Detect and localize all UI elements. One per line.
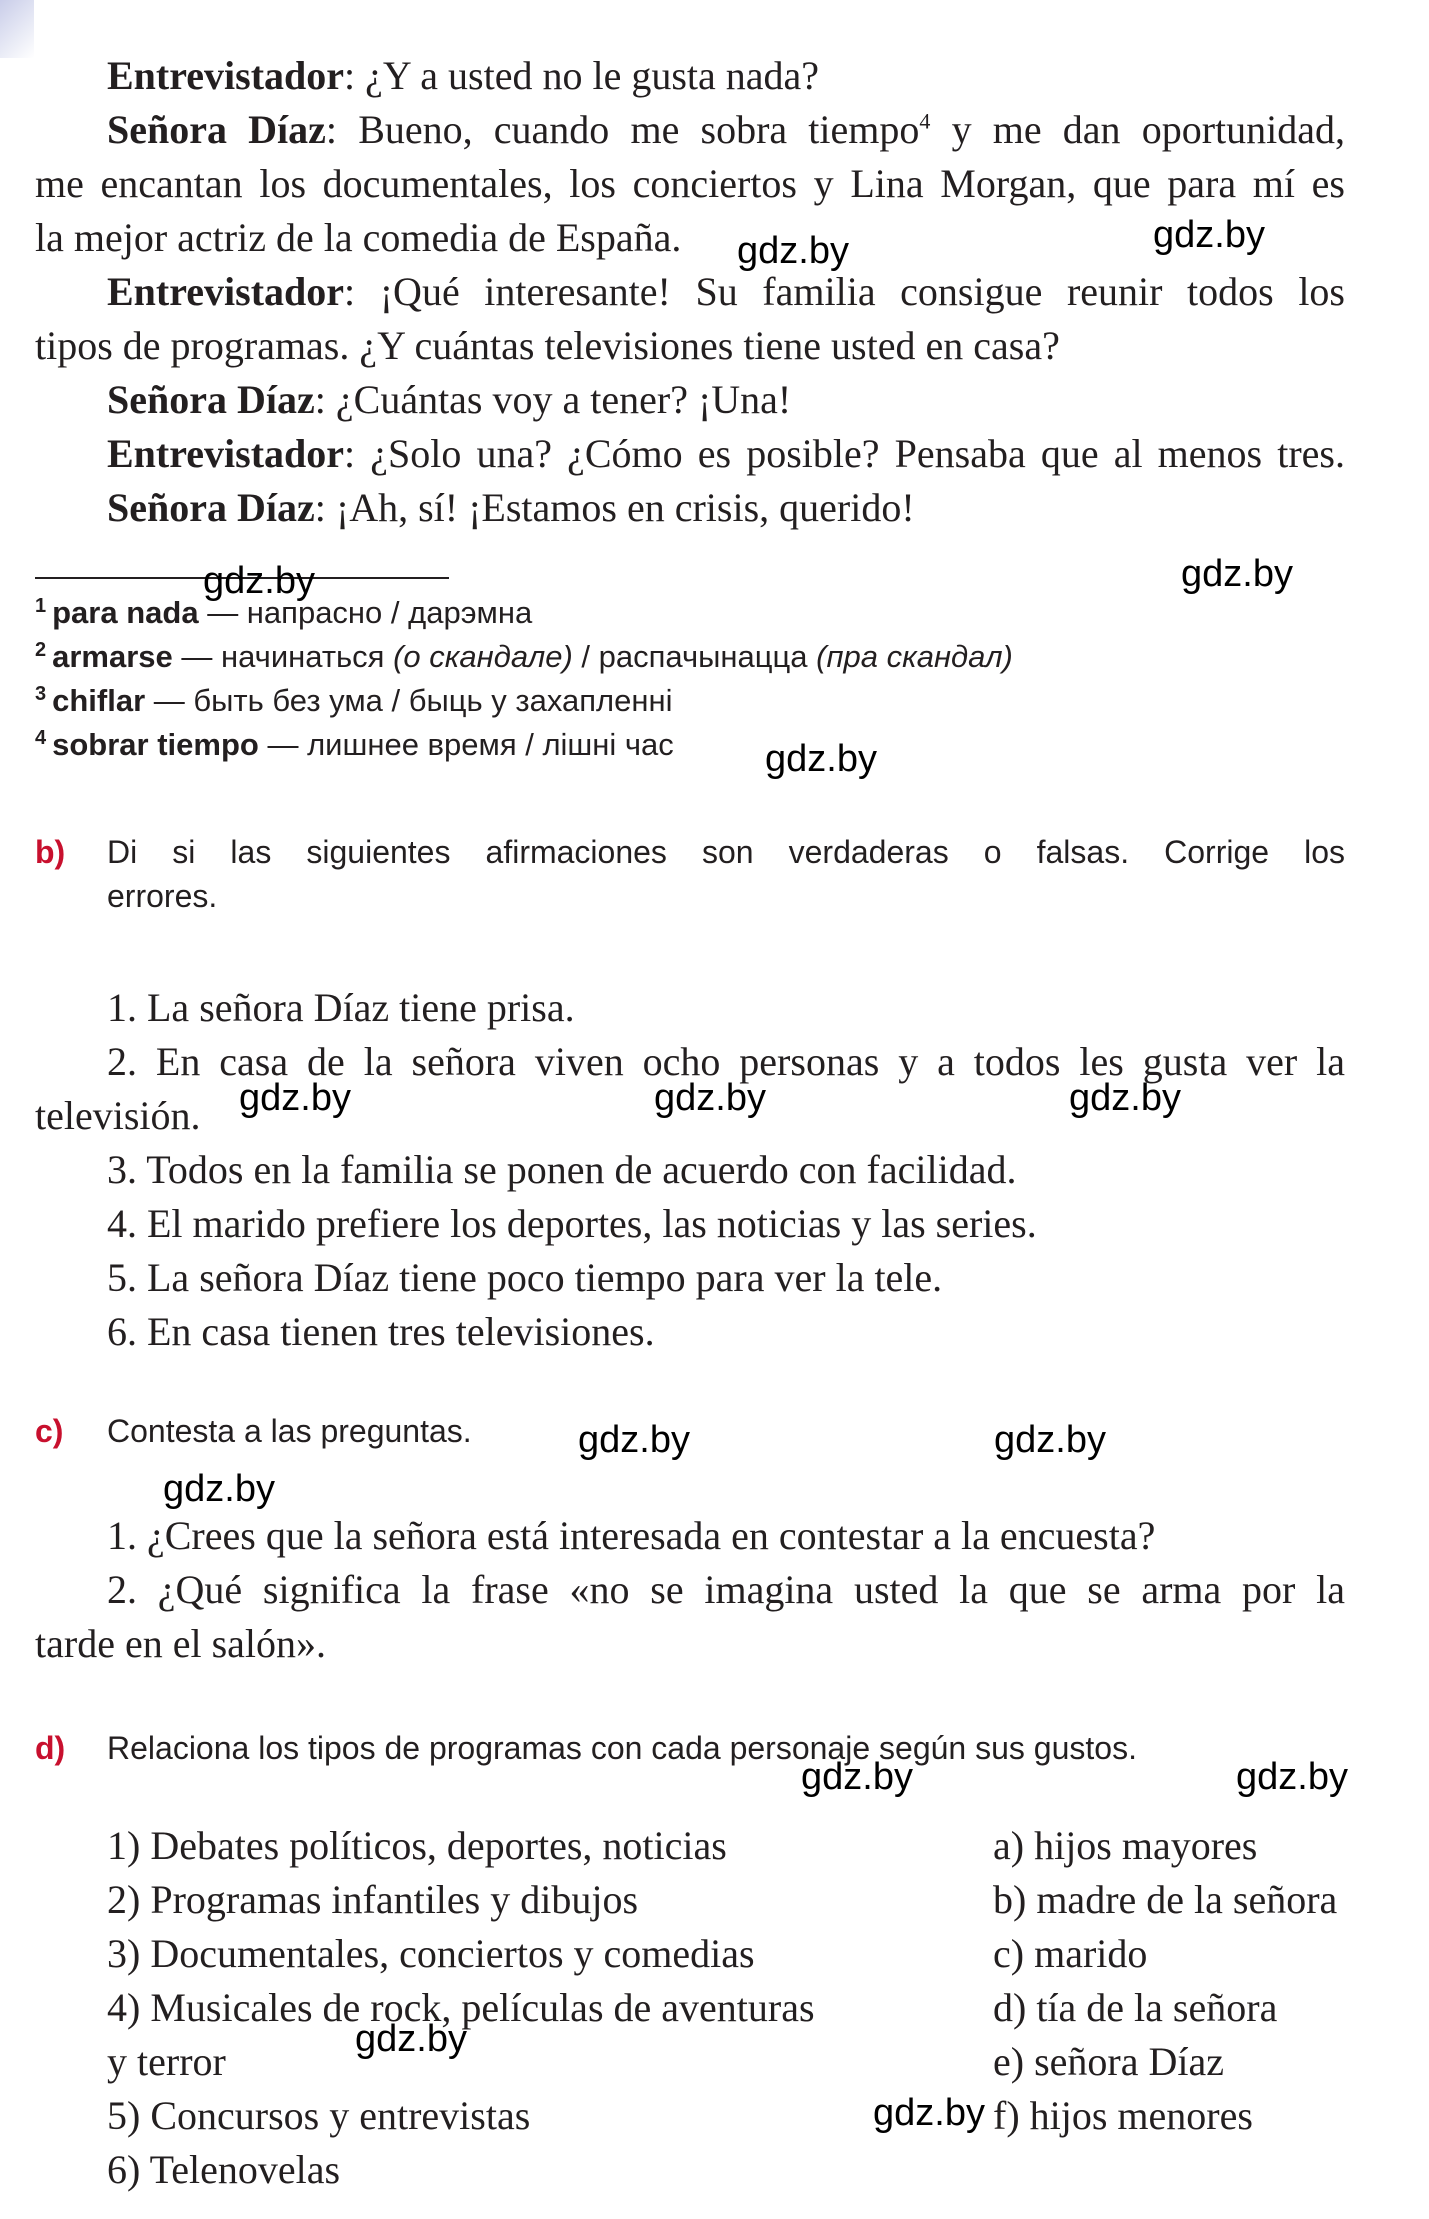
watermark: gdz.by — [1236, 1756, 1348, 1798]
footnote-term: chiflar — [52, 683, 146, 718]
exercise-label-b: b) — [35, 834, 66, 870]
exercise-instruction-c: Contesta a las preguntas. — [107, 1413, 472, 1449]
program-type-item-continuation: y terror — [107, 2039, 226, 2084]
question-item: 2. ¿Qué significa la frase «no se imagina usted la que se arma por la — [107, 1567, 1345, 1612]
speaker-name: Señora Díaz — [107, 377, 315, 422]
program-type-item: 1) Debates políticos, deportes, noticias — [107, 1823, 727, 1868]
dialogue-line-7: Señora Díaz: ¿Cuántas voy a tener? ¡Una! — [107, 377, 792, 422]
exercise-label-c: c) — [35, 1413, 64, 1449]
footnote-2: $^2$ armarse — начинаться (о скандале) / распачынацца (пра скандал) — [35, 638, 1013, 674]
program-type-item: 5) Concursos y entrevistas — [107, 2093, 531, 2138]
character-item: c) marido — [993, 1931, 1148, 1976]
statement-item: 3. Todos en la familia se ponen de acuerdo con facilidad. — [107, 1147, 1017, 1192]
speaker-name: Entrevistador — [107, 269, 345, 314]
dialogue-line-4: la mejor actriz de la comedia de España. — [35, 215, 682, 260]
question-item: 1. ¿Crees que la señora está interesada en contestar a la encuesta? — [107, 1513, 1156, 1558]
watermark: gdz.by — [801, 1756, 913, 1798]
watermark: gdz.by — [163, 1468, 275, 1510]
speaker-name: Entrevistador — [107, 431, 345, 476]
statement-item: 6. En casa tienen tres televisiones. — [107, 1309, 655, 1354]
watermark: gdz.by — [355, 2018, 467, 2060]
footnote-3: $^3$ chiflar — быть без ума / быць у захапленні — [35, 682, 673, 718]
watermark: gdz.by — [1069, 1077, 1181, 1119]
footnote-4: $^4$ sobrar tiempo — лишнее время / лішні час — [35, 726, 674, 762]
character-item: a) hijos mayores — [993, 1823, 1258, 1868]
speaker-name: Entrevistador — [107, 53, 345, 98]
footnote-term: para nada — [52, 595, 199, 630]
footnote-term: armarse — [52, 639, 173, 674]
character-item: f) hijos menores — [993, 2093, 1253, 2138]
watermark: gdz.by — [994, 1419, 1106, 1461]
footnote-ref: 4 — [919, 108, 931, 134]
statement-item-continuation: televisión. — [35, 1093, 201, 1138]
character-item: e) señora Díaz — [993, 2039, 1224, 2084]
watermark: gdz.by — [578, 1419, 690, 1461]
statement-item: 1. La señora Díaz tiene prisa. — [107, 985, 575, 1030]
statement-item: 4. El marido prefiere los deportes, las noticias y las series. — [107, 1201, 1037, 1246]
watermark: gdz.by — [737, 230, 849, 272]
speaker-name: Señora Díaz — [107, 485, 315, 530]
watermark: gdz.by — [765, 738, 877, 780]
program-type-item: 3) Documentales, conciertos y comedias — [107, 1931, 755, 1976]
dialogue-line-6: tipos de programas. ¿Y cuántas televisiones tiene usted en casa? — [35, 323, 1060, 368]
character-item: b) madre de la señora — [993, 1877, 1338, 1922]
watermark: gdz.by — [1153, 214, 1265, 256]
dialogue-line-1: Entrevistador: ¿Y a usted no le gusta nada? — [107, 53, 820, 98]
exercise-instruction-b-line1: Di si las siguientes afirmaciones son verdaderas o falsas. Corrige los — [107, 834, 1345, 870]
exercise-instruction-b-line2: errores. — [107, 878, 218, 914]
program-type-item: 2) Programas infantiles y dibujos — [107, 1877, 639, 1922]
speaker-name: Señora Díaz — [107, 107, 326, 152]
dialogue-line-5: Entrevistador: ¡Qué interesante! Su familia consigue reunir todos los — [107, 269, 1345, 314]
watermark: gdz.by — [873, 2092, 985, 2134]
exercise-label-d: d) — [35, 1730, 66, 1766]
watermark: gdz.by — [239, 1077, 351, 1119]
character-item: d) tía de la señora — [993, 1985, 1278, 2030]
watermark: gdz.by — [203, 560, 315, 602]
program-type-item: 4) Musicales de rock, películas de aventuras — [107, 1985, 815, 2030]
statement-item: 2. En casa de la señora viven ocho personas y a todos les gusta ver la — [107, 1039, 1345, 1084]
watermark: gdz.by — [1181, 553, 1293, 595]
program-type-item: 6) Telenovelas — [107, 2147, 341, 2192]
dialogue-line-3: me encantan los documentales, los conciertos y Lina Morgan, que para mí es — [35, 161, 1345, 206]
dialogue-line-2: Señora Díaz: Bueno, cuando me sobra tiempo$^4$ y me dan oportunidad, — [107, 107, 1345, 152]
footnote-term: sobrar tiempo — [52, 727, 259, 762]
dialogue-line-8: Entrevistador: ¿Solo una? ¿Cómo es posible? Pensaba que al menos tres. — [107, 431, 1345, 476]
page-corner-decoration — [0, 0, 34, 58]
question-item-continuation: tarde en el salón». — [35, 1621, 326, 1666]
footnote-1: $^1$ para nada — напрасно / дарэмна — [35, 594, 533, 630]
statement-item: 5. La señora Díaz tiene poco tiempo para ver la tele. — [107, 1255, 943, 1300]
exercise-instruction-d: Relaciona los tipos de programas con cada personaje según sus gustos. — [107, 1730, 1137, 1766]
watermark: gdz.by — [654, 1077, 766, 1119]
dialogue-line-9: Señora Díaz: ¡Ah, sí! ¡Estamos en crisis, querido! — [107, 485, 915, 530]
